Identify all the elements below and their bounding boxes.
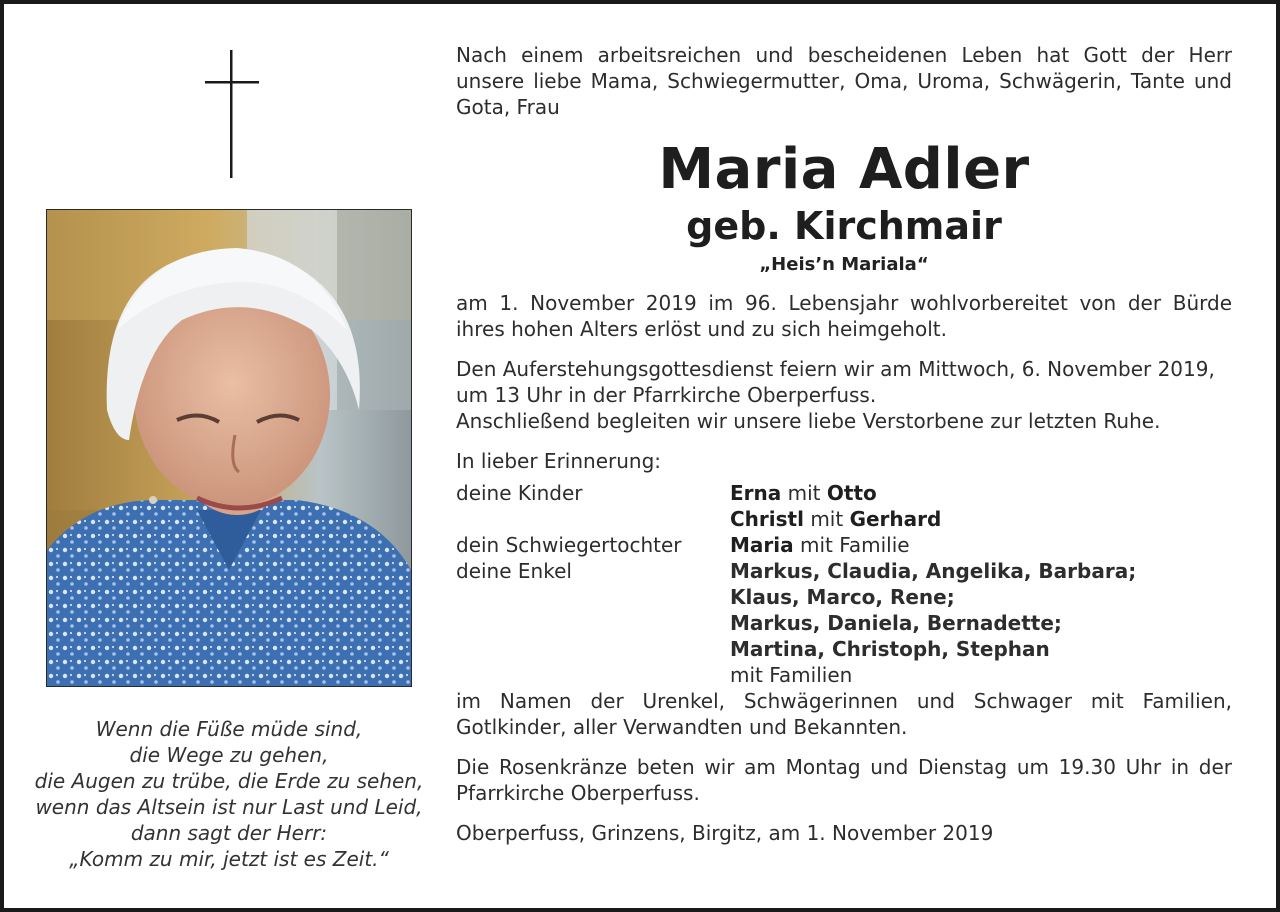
family-entry [730,506,1232,532]
deceased-name: Maria Adler [658,137,1030,202]
family-label: dein Schwiegertochter [456,533,682,557]
funeral-text [456,356,1232,434]
family-entry [730,532,1232,558]
family-entry: Markus, Claudia, Angelika, Barbara; [730,559,1137,583]
family-name: Erna [730,481,782,505]
family-entry: Martina, Christoph, Stephan [730,637,1050,661]
poem-line: wenn das Altsein ist nur Last und Leid, [35,795,423,819]
funeral-line: Anschließend begleiten wir unsere liebe Verstorbene zur letzten Ruhe. [456,409,1161,433]
memory-heading: In lieber Erinnerung: [456,449,662,473]
family-label: deine Enkel [456,559,572,583]
funeral-line: um 13 Uhr in der Pfarrkirche Oberperfuss. [456,383,877,407]
family-connector: mit [781,481,827,505]
poem [24,716,434,872]
place-date: Oberperfuss, Grinzens, Birgitz, am 1. November 2019 [456,821,994,845]
family-name: Maria [730,533,794,557]
family-entry: mit Familien [730,663,853,687]
rosary-text: Die Rosenkränze beten wir am Montag und Dienstag um 19.30 Uhr in der Pfarrkirche Oberperfuss. [456,755,1232,805]
family-connector: mit Familie [793,533,910,557]
nickname: „Heis’n Mariala“ [759,254,929,275]
urenkel-text: im Namen der Urenkel, Schwägerinnen und Schwager mit Familien, Gotlkinder, aller Verwandten und Bekannten. [456,689,1232,739]
intro-text: Nach einem arbeitsreichen und bescheidenen Leben hat Gott der Herr unsere liebe Mama, Schwiegermutter, Oma, Uroma, Schwägerin, Tante und Gota, Frau [456,43,1232,119]
poem-line: dann sagt der Herr: [130,821,328,845]
poem-line: die Wege zu gehen, [129,743,329,767]
poem-line: die Augen zu trübe, die Erde zu sehen, [34,769,424,793]
family-name: Christl [730,507,804,531]
maiden-name: geb. Kirchmair [686,204,1002,248]
family-entry: Klaus, Marco, Rene; [730,585,955,609]
poem-line: Wenn die Füße müde sind, [95,717,363,741]
family-list [456,480,1232,688]
funeral-line: Den Auferstehungsgottesdienst feiern wir am Mittwoch, 6. November 2019, [456,357,1215,381]
notice-text [456,42,1232,846]
family-entry: Markus, Daniela, Bernadette; [730,611,1062,635]
portrait-photo [46,209,412,687]
family-connector: mit [803,507,850,531]
poem-line: „Komm zu mir, jetzt ist es Zeit.“ [69,847,389,871]
family-name: Gerhard [849,507,942,531]
cross-icon [202,46,262,178]
family-entry [730,480,1232,506]
family-name: Otto [826,481,877,505]
family-label: deine Kinder [456,481,583,505]
death-text: am 1. November 2019 im 96. Lebensjahr wohlvorbereitet von der Bürde ihres hohen Alters erlöst und zu sich heimgeholt. [456,291,1232,341]
